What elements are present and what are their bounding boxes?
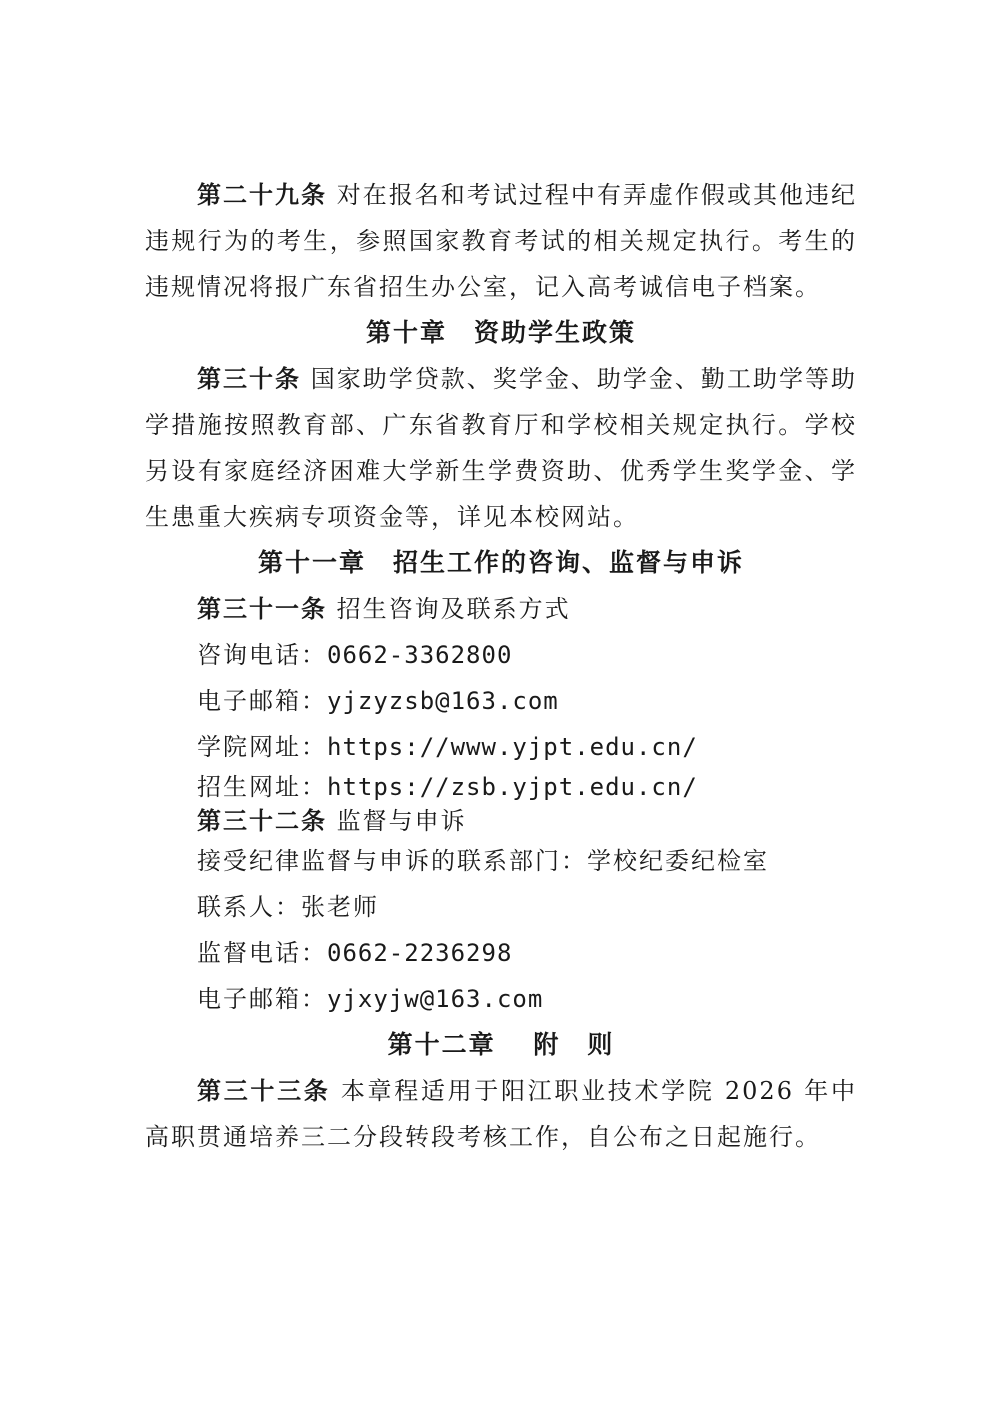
article-33-label: 第三十三条 <box>197 1076 331 1105</box>
article-29-label: 第二十九条 <box>197 180 328 209</box>
college-site-line <box>145 724 857 770</box>
admission-site-line <box>145 770 857 804</box>
document-body <box>145 172 857 1160</box>
consult-phone-line <box>145 632 857 678</box>
article-30-text: 国家助学贷款、奖学金、助学金、勤工助学等助学措施按照教育部、广东省教育厅和学校相关规定执行。学校另设有家庭经济困难大学新生学费资助、优秀学生奖学金、学生患重大疾病专项资金等，详见本校网站。 <box>145 365 858 531</box>
supervision-email: yjxyjw@163.com <box>327 985 544 1013</box>
supervision-phone: 0662-2236298 <box>327 939 513 967</box>
article-32 <box>145 804 857 838</box>
article-33-text: 本章程适用于阳江职业技术学院 2026 年中高职贯通培养三二分段转段考核工作，自公布之日起施行。 <box>145 1077 857 1151</box>
article-33 <box>145 1068 857 1160</box>
consult-email-label: 电子邮箱： <box>197 687 327 715</box>
article-32-label: 第三十二条 <box>197 806 327 835</box>
consult-phone-label: 咨询电话： <box>197 641 327 669</box>
article-32-text: 监督与申诉 <box>336 807 467 835</box>
supervision-dept-line: 接受纪律监督与申诉的联系部门：学校纪委纪检室 <box>197 847 769 875</box>
chapter-10-title: 第十章 资助学生政策 <box>365 318 636 347</box>
admission-site-url: https://zsb.yjpt.edu.cn/ <box>327 773 698 801</box>
chapter-12-title: 第十二章 附 则 <box>387 1030 615 1059</box>
supervision-email-label: 电子邮箱： <box>197 985 327 1013</box>
college-site-label: 学院网址： <box>197 733 327 761</box>
article-31 <box>145 586 857 632</box>
article-29-text: 对在报名和考试过程中有弄虚作假或其他违纪违规行为的考生，参照国家教育考试的相关规定执行。考生的违规情况将报广东省招生办公室，记入高考诚信电子档案。 <box>145 181 858 301</box>
college-site-url: https://www.yjpt.edu.cn/ <box>327 733 698 761</box>
chapter-11-title: 第十一章 招生工作的咨询、监督与申诉 <box>257 548 744 577</box>
consult-email-line <box>145 678 857 724</box>
article-30-label: 第三十条 <box>197 364 302 393</box>
supervision-phone-line <box>145 930 857 976</box>
consult-email: yjzyzsb@163.com <box>327 687 559 715</box>
consult-phone: 0662-3362800 <box>327 641 513 669</box>
admission-site-label: 招生网址： <box>197 773 327 801</box>
article-29 <box>145 172 857 310</box>
article-31-label: 第三十一条 <box>197 594 327 623</box>
article-31-text: 招生咨询及联系方式 <box>336 595 571 623</box>
supervision-email-line <box>145 976 857 1022</box>
article-30 <box>145 356 857 540</box>
supervision-phone-label: 监督电话： <box>197 939 327 967</box>
contact-person-line: 联系人：张老师 <box>197 893 379 921</box>
